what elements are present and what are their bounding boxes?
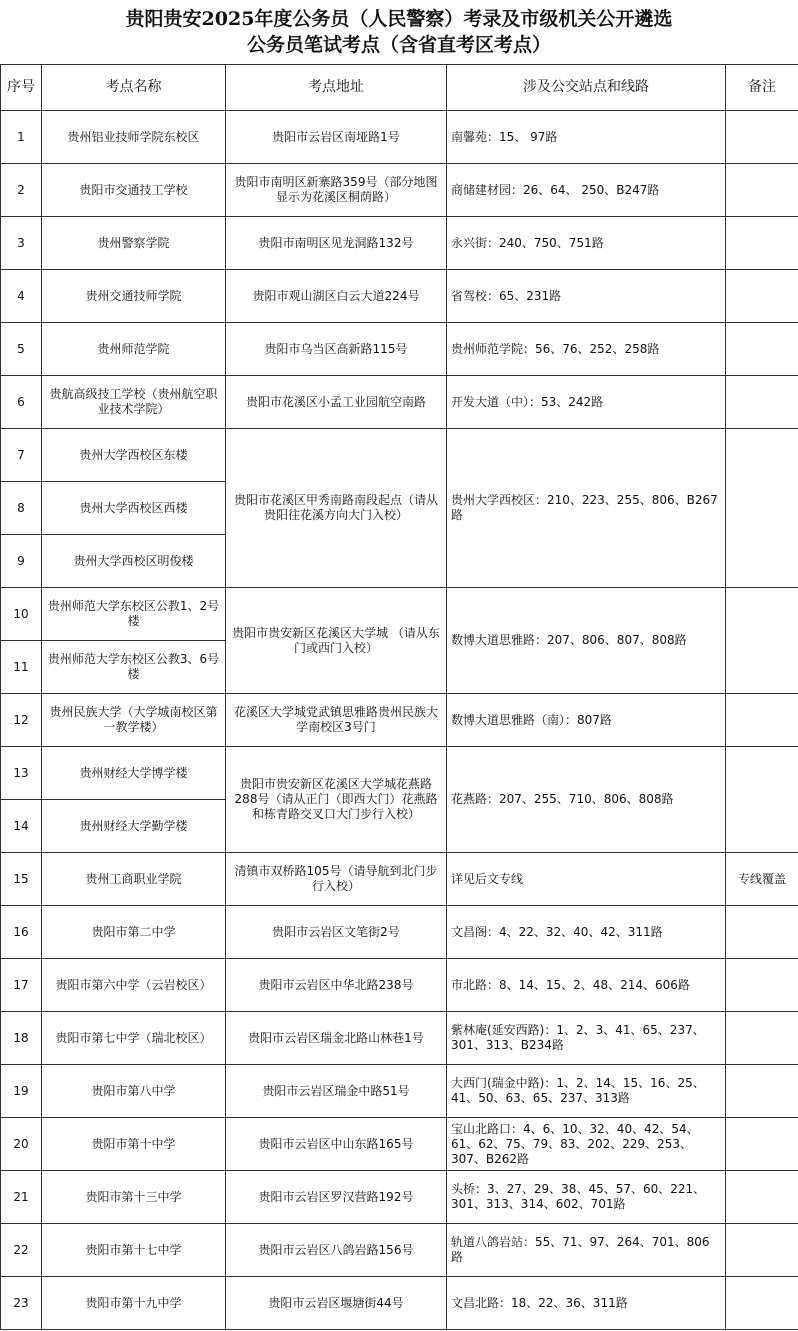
row-site-address: 花溪区大学城党武镇思雅路贵州民族大学南校区3号门 [226,694,447,747]
row-remarks [726,1277,798,1330]
row-remarks [726,1118,798,1171]
row-bus-lines: 市北路：8、14、15、2、48、214、606路 [447,959,726,1012]
row-remarks [726,588,798,694]
row-site-name: 贵州交通技师学院 [42,270,226,323]
row-site-name: 贵州财经大学勤学楼 [42,800,226,853]
row-remarks: 专线覆盖 [726,853,798,906]
row-site-name: 贵阳市第六中学（云岩校区） [42,959,226,1012]
row-no: 7 [1,429,42,482]
row-bus-lines: 宝山北路口：4、6、10、32、40、42、54、61、62、75、79、83、202、229、253、307、B262路 [447,1118,726,1171]
row-site-name: 贵阳市第十九中学 [42,1277,226,1330]
table-row [1,111,798,164]
row-site-name: 贵州财经大学博学楼 [42,747,226,800]
table-row [1,588,798,641]
row-site-name: 贵州师范学院 [42,323,226,376]
row-remarks [726,1065,798,1118]
row-remarks [726,270,798,323]
row-bus-lines: 南馨苑：15、 97路 [447,111,726,164]
row-bus-lines: 花燕路：207、255、710、806、808路 [447,747,726,853]
table-row [1,906,798,959]
row-remarks [726,694,798,747]
row-site-address: 贵阳市云岩区中华北路238号 [226,959,447,1012]
row-site-name: 贵州师范大学东校区公教1、2号楼 [42,588,226,641]
row-site-address: 贵阳市云岩区南垭路1号 [226,111,447,164]
row-site-address: 贵阳市乌当区高新路115号 [226,323,447,376]
row-bus-lines: 紫林庵(延安西路)：1、2、3、41、65、237、301、313、B234路 [447,1012,726,1065]
row-no: 1 [1,111,42,164]
row-site-address: 贵阳市南明区新寨路359号（部分地图显示为花溪区桐荫路） [226,164,447,217]
row-site-address: 贵阳市云岩区文笔街2号 [226,906,447,959]
row-no: 2 [1,164,42,217]
row-bus-lines: 永兴街：240、750、751路 [447,217,726,270]
row-remarks [726,1224,798,1277]
row-bus-lines: 详见后文专线 [447,853,726,906]
row-site-name: 贵阳市第十七中学 [42,1224,226,1277]
table-row [1,164,798,217]
row-site-address: 贵阳市云岩区八鸽岩路156号 [226,1224,447,1277]
row-site-name: 贵阳市第八中学 [42,1065,226,1118]
exam-site-table [0,64,798,1330]
row-site-name: 贵州大学西校区西楼 [42,482,226,535]
row-no: 21 [1,1171,42,1224]
row-no: 22 [1,1224,42,1277]
row-remarks [726,111,798,164]
row-no: 23 [1,1277,42,1330]
row-site-name: 贵州警察学院 [42,217,226,270]
row-no: 20 [1,1118,42,1171]
row-bus-lines: 商储建材园：26、64、 250、B247路 [447,164,726,217]
row-no: 19 [1,1065,42,1118]
table-row [1,694,798,747]
row-remarks [726,217,798,270]
row-bus-lines: 贵州师范学院：56、76、252、258路 [447,323,726,376]
table-row [1,1065,798,1118]
table-row [1,376,798,429]
row-remarks [726,906,798,959]
row-site-address: 贵阳市云岩区堰塘街44号 [226,1277,447,1330]
row-no: 11 [1,641,42,694]
document-title [0,0,798,65]
table-row [1,1277,798,1330]
header-no: 序号 [1,65,42,111]
row-no: 8 [1,482,42,535]
row-no: 18 [1,1012,42,1065]
row-site-name: 贵州铝业技师学院东校区 [42,111,226,164]
row-remarks [726,323,798,376]
row-site-name: 贵阳市第二中学 [42,906,226,959]
row-bus-lines: 大西门(瑞金中路)：1、2、14、15、16、25、41、50、63、65、237、313路 [447,1065,726,1118]
row-site-name: 贵州师范大学东校区公教3、6号楼 [42,641,226,694]
row-no: 4 [1,270,42,323]
row-bus-lines: 头桥：3、27、29、38、45、57、60、221、301、313、314、602、701路 [447,1171,726,1224]
header-site-name: 考点名称 [42,65,226,111]
row-remarks [726,747,798,853]
row-site-address: 贵阳市观山湖区白云大道224号 [226,270,447,323]
table-row [1,853,798,906]
row-site-address: 贵阳市花溪区小孟工业园航空南路 [226,376,447,429]
row-no: 16 [1,906,42,959]
row-bus-lines: 省驾校：65、231路 [447,270,726,323]
table-row [1,323,798,376]
row-no: 15 [1,853,42,906]
row-site-address: 贵阳市云岩区中山东路165号 [226,1118,447,1171]
row-bus-lines: 数博大道思雅路（南）：807路 [447,694,726,747]
row-remarks [726,376,798,429]
table-row [1,959,798,1012]
row-remarks [726,959,798,1012]
row-site-address: 贵阳市南明区见龙洞路132号 [226,217,447,270]
header-site-address: 考点地址 [226,65,447,111]
row-no: 10 [1,588,42,641]
row-no: 5 [1,323,42,376]
row-no: 3 [1,217,42,270]
row-no: 9 [1,535,42,588]
row-site-name: 贵州大学西校区明俊楼 [42,535,226,588]
title-line-1: 贵阳贵安2025年度公务员（人民警察）考录及市级机关公开遴选 [125,8,673,30]
table-row [1,747,798,800]
row-site-name: 贵阳市第十中学 [42,1118,226,1171]
row-remarks [726,1012,798,1065]
row-no: 6 [1,376,42,429]
table-header-row [1,65,798,111]
header-bus-lines: 涉及公交站点和线路 [447,65,726,111]
row-site-address: 贵阳市贵安新区花溪区大学城花燕路288号（请从正门（即西大门）花燕路和栋青路交叉口大门步行入校） [226,747,447,853]
row-site-name: 贵阳市第七中学（瑞北校区） [42,1012,226,1065]
row-no: 13 [1,747,42,800]
row-site-name: 贵阳市第十三中学 [42,1171,226,1224]
row-site-name: 贵州大学西校区东楼 [42,429,226,482]
table-row [1,1012,798,1065]
table-row [1,1224,798,1277]
table-row [1,1118,798,1171]
row-bus-lines: 轨道八鸽岩站：55、71、97、264、701、806路 [447,1224,726,1277]
row-bus-lines: 贵州大学西校区：210、223、255、806、B267路 [447,429,726,588]
row-no: 17 [1,959,42,1012]
row-site-name: 贵州工商职业学院 [42,853,226,906]
row-site-address: 贵阳市花溪区甲秀南路南段起点（请从贵阳往花溪方向大门入校） [226,429,447,588]
row-site-address: 贵阳市云岩区瑞金中路51号 [226,1065,447,1118]
row-bus-lines: 文昌阁：4、22、32、40、42、311路 [447,906,726,959]
row-site-address: 贵阳市贵安新区花溪区大学城 （请从东门或西门入校） [226,588,447,694]
row-remarks [726,429,798,588]
row-no: 12 [1,694,42,747]
row-bus-lines: 文昌北路：18、22、36、311路 [447,1277,726,1330]
row-no: 14 [1,800,42,853]
table-row [1,217,798,270]
row-bus-lines: 数博大道思雅路：207、806、807、808路 [447,588,726,694]
row-site-name: 贵阳市交通技工学校 [42,164,226,217]
table-row [1,429,798,482]
table-row [1,1171,798,1224]
row-site-address: 贵阳市云岩区瑞金北路山林巷1号 [226,1012,447,1065]
row-site-address: 清镇市双桥路105号（请导航到北门步行入校） [226,853,447,906]
row-site-name: 贵航高级技工学校（贵州航空职业技术学院） [42,376,226,429]
row-bus-lines: 开发大道（中）：53、242路 [447,376,726,429]
title-line-2: 公务员笔试考点（含省直考区考点） [246,34,551,56]
header-remarks: 备注 [726,65,798,111]
row-remarks [726,164,798,217]
table-row [1,270,798,323]
row-site-address: 贵阳市云岩区罗汉营路192号 [226,1171,447,1224]
row-site-name: 贵州民族大学（大学城南校区第一教学楼） [42,694,226,747]
row-remarks [726,1171,798,1224]
